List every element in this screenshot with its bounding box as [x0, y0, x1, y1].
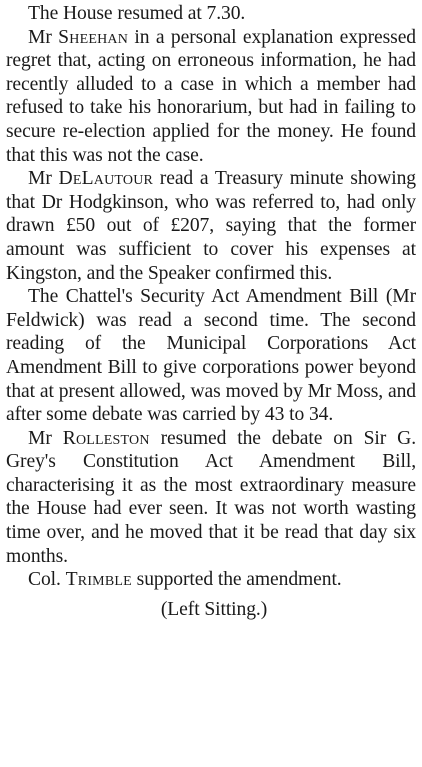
article-paragraph — [6, 427, 416, 569]
speaker-name: Trimble — [65, 569, 132, 591]
speaker-name: Sheehan — [58, 26, 129, 48]
article-paragraph — [6, 568, 416, 592]
paragraph-text: read a Treasury minute showing that Dr Hodgkinson, who was referred to, had only drawn £50 out of £207, saying that the former amount was sufficient to cover his expenses at Kingston, and the Speaker confirmed this. — [6, 168, 417, 284]
article-paragraph — [6, 167, 416, 285]
paragraph-text: The House resumed at 7.30. — [28, 3, 246, 24]
paragraph-text: in a personal explanation expressed regret that, acting on erroneous information, he had recently alluded to a case in which a member had refused to take his honorarium, but had in failing to secure re-election applied for the money. He found that this was not the case. — [6, 26, 416, 166]
article-body — [6, 2, 416, 592]
article-paragraph — [6, 285, 416, 427]
closing-note: (Left Sitting.) — [160, 598, 268, 620]
article-paragraph — [6, 2, 416, 26]
speaker-name: Rolleston — [62, 427, 150, 449]
paragraph-text: Mr — [28, 26, 59, 48]
paragraph-text: resumed the debate on Sir G. Grey's Constitution Act Amendment Bill, characterising it as the most extraordinary measure the House had ever seen. It was not worth wasting time over, and he moved that it be read that day six months. — [6, 427, 416, 567]
paragraph-text: Col. — [28, 569, 66, 591]
paragraph-text: supported the amendment. — [131, 569, 342, 591]
paragraph-text: Mr — [28, 427, 63, 449]
newspaper-column — [6, 2, 416, 621]
paragraph-text: Mr — [28, 168, 59, 190]
paragraph-text: The Chattel's Security Act Amendment Bill (Mr Feldwick) was read a second time. The second reading of the Municipal Corporations Act Amendment Bill to give corporations power beyond that at present allowed, was moved by Mr Moss, and after some debate was carried by 43 to 34. — [6, 286, 416, 426]
speaker-name: DeLautour — [58, 168, 154, 190]
article-paragraph — [6, 26, 416, 168]
